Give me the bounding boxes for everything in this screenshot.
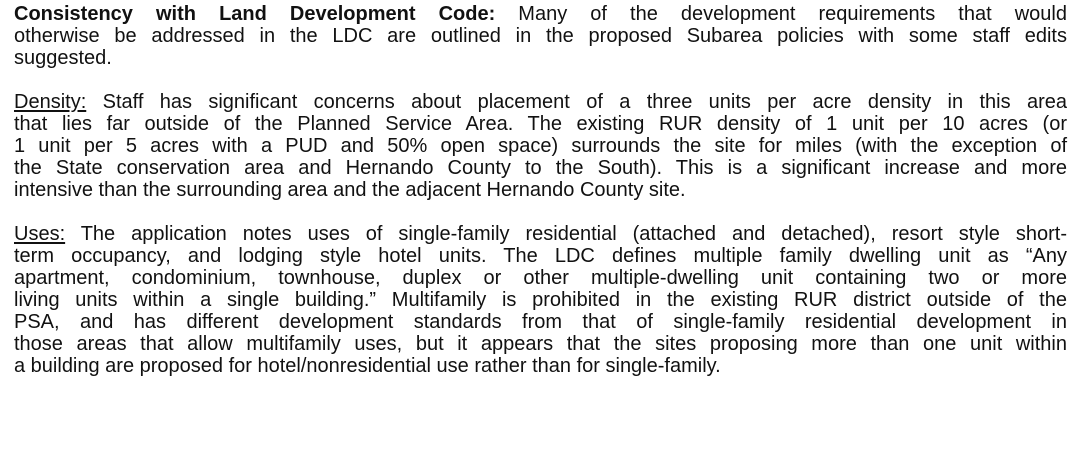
paragraph-line — [14, 3, 1067, 25]
paragraph-line: 1 unit per 5 acres with a PUD and 50% open space) surrounds the site for miles (with the exception of — [14, 135, 1067, 157]
paragraph-text: The application notes uses of single-family residential (attached and detached), resort style short- — [65, 223, 1067, 245]
paragraph-text: Many of the development requirements that would — [495, 3, 1067, 25]
uses-paragraph — [14, 223, 1067, 377]
paragraph-line: suggested. — [14, 47, 112, 69]
density-heading: Density: — [14, 91, 87, 113]
paragraph-spacer — [14, 201, 1067, 223]
paragraph-spacer — [14, 69, 1067, 91]
uses-heading: Uses: — [14, 223, 66, 245]
paragraph-line: otherwise be addressed in the LDC are outlined in the proposed Subarea policies with some staff edits — [14, 25, 1067, 47]
paragraph-line: PSA, and has different development standards from that of single-family residential development in — [14, 311, 1067, 333]
paragraph-line: apartment, condominium, townhouse, duplex or other multiple-dwelling unit containing two or more — [14, 267, 1067, 289]
consistency-paragraph — [14, 3, 1067, 69]
paragraph-line: the State conservation area and Hernando County to the South). This is a significant increase and more — [14, 157, 1067, 179]
paragraph-line: term occupancy, and lodging style hotel units. The LDC defines multiple family dwelling unit as “Any — [14, 245, 1067, 267]
density-paragraph — [14, 91, 1067, 201]
paragraph-line — [14, 91, 1067, 113]
paragraph-line — [14, 223, 1067, 245]
paragraph-line: a building are proposed for hotel/nonresidential use rather than for single-family. — [14, 355, 721, 377]
paragraph-line: those areas that allow multifamily uses, but it appears that the sites proposing more than one unit within — [14, 333, 1067, 355]
paragraph-line: living units within a single building.” Multifamily is prohibited in the existing RUR district outside of the — [14, 289, 1067, 311]
paragraph-line: that lies far outside of the Planned Service Area. The existing RUR density of 1 unit per 10 acres (or — [14, 113, 1067, 135]
paragraph-line: intensive than the surrounding area and the adjacent Hernando County site. — [14, 179, 686, 201]
consistency-heading: Consistency with Land Development Code: — [14, 3, 496, 25]
paragraph-text: Staff has significant concerns about placement of a three units per acre density in this area — [86, 91, 1067, 113]
